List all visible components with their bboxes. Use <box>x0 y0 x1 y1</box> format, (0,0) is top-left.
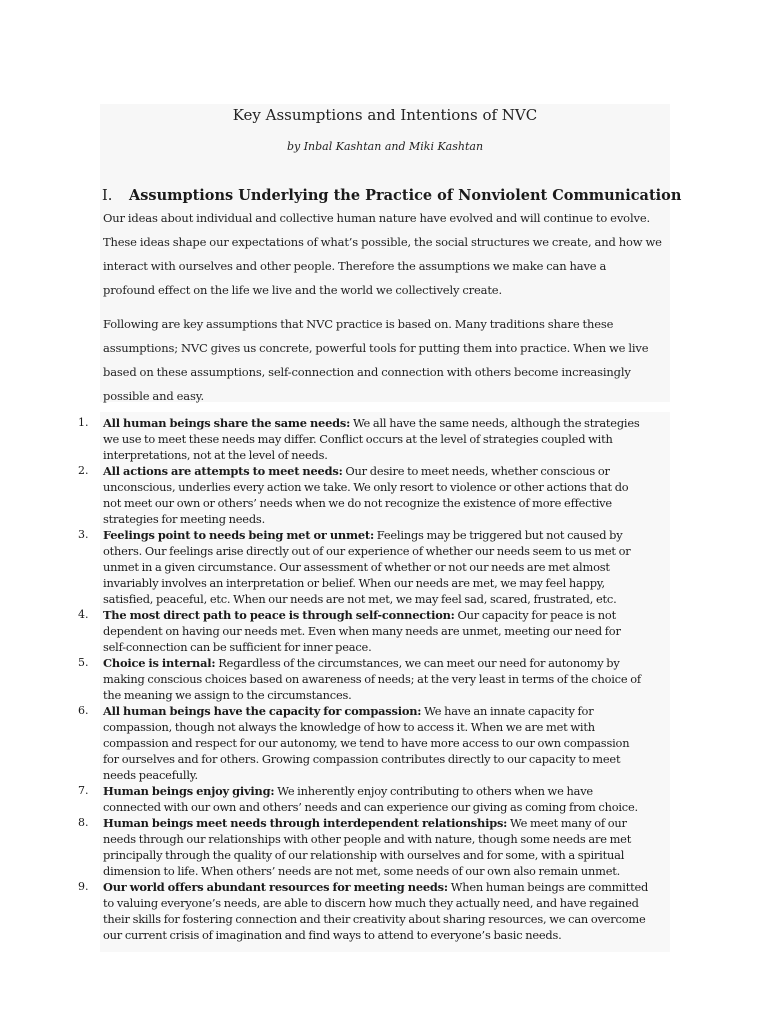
list-item-line: satisfied, peaceful, etc. When our needs are not met, we may feel sad, scared, frustrated, etc. <box>103 592 617 606</box>
list-item-line: compassion, though not always the knowledge of how to access it. When we are met with <box>103 720 595 734</box>
list-item-line: interpretations, not at the level of needs. <box>103 448 328 462</box>
assumption-title: The most direct path to peace is through self-connection: <box>103 608 455 622</box>
list-number: 2. <box>78 464 89 477</box>
list-item-line: strategies for meeting needs. <box>103 512 265 526</box>
list-item-text <box>103 815 678 879</box>
paragraph-line: interact with ourselves and other people. Therefore the assumptions we make can have a <box>103 259 607 273</box>
list-item-first-line <box>103 527 678 543</box>
list-number: 5. <box>78 656 89 669</box>
list-item-line: not meet our own or others’ needs when we do not recognize the existence of more effective <box>103 496 612 510</box>
paragraph-line: These ideas shape our expectations of what’s possible, the social structures we create, and how we <box>103 235 662 249</box>
list-item <box>78 463 678 527</box>
section-title: Assumptions Underlying the Practice of Nonviolent Communication <box>129 187 682 204</box>
list-item-text <box>103 879 678 943</box>
assumption-text: We meet many of our <box>507 816 627 830</box>
list-number: 9. <box>78 880 89 893</box>
list-item <box>78 607 678 655</box>
list-item <box>78 415 678 463</box>
intro-paragraph <box>103 206 671 302</box>
list-item-first-line <box>103 463 678 479</box>
list-item <box>78 527 678 607</box>
list-item-line: unmet in a given circumstance. Our assessment of whether or not our needs are met almost <box>103 560 610 574</box>
list-item-line: their skills for fostering connection and their creativity about sharing resources, we can overcome <box>103 912 646 926</box>
list-item-line: self-connection can be sufficient for inner peace. <box>103 640 372 654</box>
list-number: 3. <box>78 528 89 541</box>
list-item-line: dependent on having our needs met. Even when many needs are unmet, meeting our need for <box>103 624 621 638</box>
list-item-line: making conscious choices based on awareness of needs; at the very least in terms of the choice of <box>103 672 641 686</box>
assumption-title: Choice is internal: <box>103 656 216 670</box>
list-item-text <box>103 527 678 607</box>
list-item-line: dimension to life. When others’ needs are not met, some needs of our own also remain unmet. <box>103 864 621 878</box>
list-item <box>78 655 678 703</box>
list-item-text <box>103 463 678 527</box>
list-item-text <box>103 783 678 815</box>
list-item-first-line <box>103 783 678 799</box>
assumption-text: When human beings are committed <box>447 880 649 894</box>
list-item-line: for ourselves and for others. Growing compassion contributes directly to our capacity to meet <box>103 752 621 766</box>
list-item <box>78 703 678 783</box>
list-item-line: others. Our feelings arise directly out of our experience of whether our needs seem to us met or <box>103 544 631 558</box>
paragraph-line: possible and easy. <box>103 389 205 403</box>
assumption-text: We all have the same needs, although the strategies <box>350 416 640 430</box>
assumption-title: All human beings share the same needs: <box>103 416 351 430</box>
assumption-title: Feelings point to needs being met or unmet: <box>103 528 374 542</box>
list-item-line: our current crisis of imagination and find ways to attend to everyone’s basic needs. <box>103 928 562 942</box>
assumption-text: We inherently enjoy contributing to others when we have <box>274 784 593 798</box>
paragraph-line: based on these assumptions, self-connection and connection with others become increasingly <box>103 365 631 379</box>
list-item-first-line <box>103 415 678 431</box>
list-item-first-line <box>103 703 678 719</box>
assumption-title: Human beings enjoy giving: <box>103 784 275 798</box>
list-number: 7. <box>78 784 89 797</box>
assumption-text: Our desire to meet needs, whether conscious or <box>342 464 610 478</box>
list-item-line: principally through the quality of our relationship with ourselves and for some, with a spiritual <box>103 848 625 862</box>
list-item-line: to valuing everyone’s needs, are able to discern how much they actually need, and have regained <box>103 896 639 910</box>
assumption-text: We have an innate capacity for <box>421 704 594 718</box>
paragraph-line: Following are key assumptions that NVC practice is based on. Many traditions share these <box>103 317 614 331</box>
document-title: Key Assumptions and Intentions of NVC <box>232 106 538 124</box>
list-item-first-line <box>103 607 678 623</box>
list-item-first-line <box>103 815 678 831</box>
list-number: 4. <box>78 608 89 621</box>
assumption-title: Human beings meet needs through interdependent relationships: <box>103 816 508 830</box>
section-number: I. <box>102 188 113 204</box>
assumption-text: Our capacity for peace is not <box>454 608 616 622</box>
assumption-title: All actions are attempts to meet needs: <box>103 464 343 478</box>
list-item-line: needs peacefully. <box>103 768 198 782</box>
list-item <box>78 879 678 943</box>
list-number: 1. <box>78 416 89 429</box>
list-item-line: we use to meet these needs may differ. Conflict occurs at the level of strategies coupled with <box>103 432 613 446</box>
assumption-text: Regardless of the circumstances, we can meet our need for autonomy by <box>215 656 620 670</box>
list-item-line: compassion and respect for our autonomy, we tend to have more access to our own compassion <box>103 736 630 750</box>
list-item-line: needs through our relationships with other people and with nature, though some needs are met <box>103 832 632 846</box>
list-item-text <box>103 607 678 655</box>
list-item-line: unconscious, underlies every action we take. We only resort to violence or other actions that do <box>103 480 629 494</box>
list-item-line: invariably involves an interpretation or belief. When our needs are met, we may feel happy, <box>103 576 605 590</box>
following-paragraph <box>103 312 671 408</box>
assumption-title: Our world offers abundant resources for meeting needs: <box>103 880 448 894</box>
section-heading <box>102 185 682 207</box>
assumption-title: All human beings have the capacity for compassion: <box>103 704 422 718</box>
list-item-line: the meaning we assign to the circumstances. <box>103 688 352 702</box>
list-item-text <box>103 655 678 703</box>
list-item <box>78 783 678 815</box>
paragraph-line: assumptions; NVC gives us concrete, powerful tools for putting them into practice. When we live <box>103 341 649 355</box>
list-item <box>78 815 678 879</box>
list-item-text <box>103 415 678 463</box>
list-item-first-line <box>103 655 678 671</box>
list-item-text <box>103 703 678 783</box>
assumptions-list <box>78 415 678 943</box>
list-item-line: connected with our own and others’ needs and can experience our giving as coming from choice. <box>103 800 638 814</box>
document-byline: by Inbal Kashtan and Miki Kashtan <box>286 140 484 153</box>
paragraph-line: Our ideas about individual and collective human nature have evolved and will continue to evolve. <box>103 211 650 225</box>
list-number: 8. <box>78 816 89 829</box>
list-item-first-line <box>103 879 678 895</box>
paragraph-line: profound effect on the life we live and the world we collectively create. <box>103 283 502 297</box>
list-number: 6. <box>78 704 89 717</box>
assumption-text: Feelings may be triggered but not caused by <box>373 528 623 542</box>
